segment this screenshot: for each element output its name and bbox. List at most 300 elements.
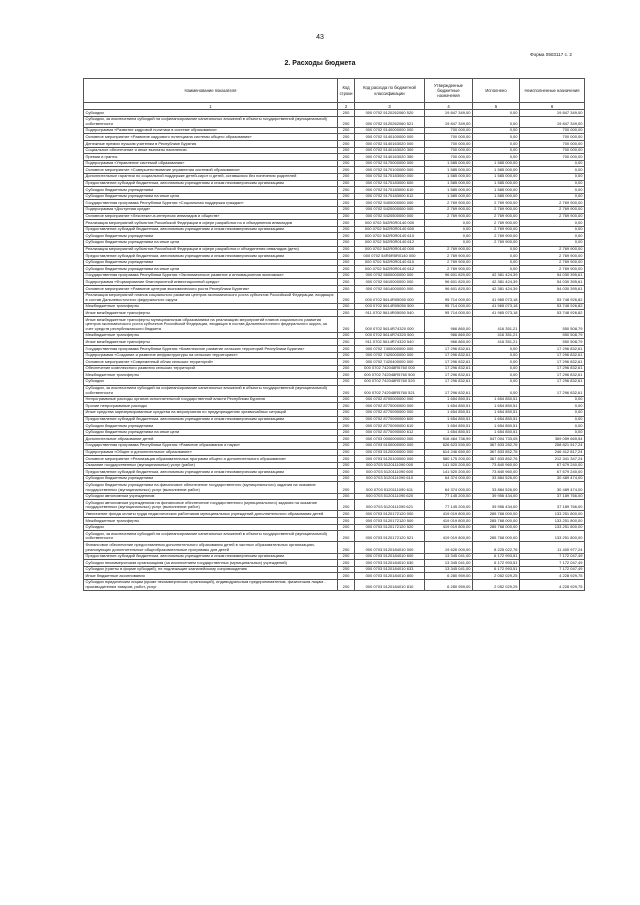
row-approved: 614 246 650,00 xyxy=(425,449,473,456)
row-line-code: 200 xyxy=(338,469,355,476)
row-executed: 2 769 900,00 xyxy=(473,220,520,227)
row-remaining: 550 508,79 xyxy=(520,339,585,346)
table-row xyxy=(84,346,585,353)
row-approved: 1 654 850,51 xyxy=(425,416,473,423)
row-remaining: 258 821 517,24 xyxy=(520,442,585,449)
row-classification-code: 000 0702 8770090000 000 xyxy=(355,409,425,416)
row-executed: 0,00 xyxy=(473,352,520,359)
row-classification-code: 000 0703 5120172120 521 xyxy=(355,531,425,542)
row-classification-code: 000 0702 5120262060 521 xyxy=(355,116,425,127)
row-approved: 6 280 959,00 xyxy=(425,579,473,590)
table-row xyxy=(84,542,585,553)
row-executed: 1 654 850,51 xyxy=(473,396,520,403)
row-classification-code: 000 0702 542R0R0140 610 xyxy=(355,233,425,240)
table-row xyxy=(84,110,585,117)
row-approved: 64 374 000,00 xyxy=(425,482,473,493)
row-approved: 96 601 820,00 xyxy=(425,286,473,293)
row-executed: 33 884 526,00 xyxy=(473,475,520,482)
row-executed: 6 172 993,51 xyxy=(473,566,520,573)
table-row xyxy=(84,339,585,346)
row-name: Основное мероприятие «Лекотека»-в-интересах инвалидов и обществ» xyxy=(84,213,338,220)
row-line-code: 200 xyxy=(338,220,355,227)
row-name: Оказание государственных (муниципальных) услуг (работ) xyxy=(84,462,338,469)
row-name: Субсидии бюджетным учреждениям xyxy=(84,187,338,194)
row-remaining: 0,00 xyxy=(520,160,585,167)
row-approved: 64 374 000,00 xyxy=(425,475,473,482)
row-remaining: 0,00 xyxy=(520,193,585,200)
row-name: Межбюджетные трансферты xyxy=(84,372,338,379)
row-line-code: 200 xyxy=(338,409,355,416)
row-classification-code: 000 0703 5120172120 000 xyxy=(355,511,425,518)
row-name: Государственная программа Республики Бурятия «Развитие образования и науки» xyxy=(84,442,338,449)
row-remaining: 700 000,00 xyxy=(520,134,585,141)
page-number: 43 xyxy=(316,34,324,41)
row-name: Субсидии бюджетным учреждениям на иные цели xyxy=(84,239,338,246)
row-name: Государственная программа Республики Бурятия «Комплексное развитие сельских территорий Республики Бурятия» xyxy=(84,346,338,353)
row-line-code: 200 xyxy=(338,160,355,167)
row-approved: 77 145 200,00 xyxy=(425,500,473,511)
table-row xyxy=(84,200,585,207)
row-classification-code: 000 0703 5120184010 800 xyxy=(355,573,425,580)
row-name: Государственная программа Республики Бурятия «Экономическое развитие и инновационная экономика» xyxy=(84,272,338,279)
table-row xyxy=(84,160,585,167)
table-row xyxy=(84,573,585,580)
table-row xyxy=(84,332,585,339)
row-line-code: 200 xyxy=(338,246,355,253)
table-row xyxy=(84,493,585,500)
row-executed: 1 654 850,51 xyxy=(473,409,520,416)
row-classification-code: 000 0703 5120184010 600 xyxy=(355,553,425,560)
table-row xyxy=(84,553,585,560)
row-classification-code: 000 0702 5614R74320 500 xyxy=(355,332,425,339)
row-approved: 13 345 041,00 xyxy=(425,560,473,567)
row-approved: 6 280 959,00 xyxy=(425,573,473,580)
row-name: Государственная программа Республики Бурятия «Социальная поддержка граждан» xyxy=(84,200,338,207)
row-executed: 41 965 073,18 xyxy=(473,310,520,317)
row-executed: 2 769 900,00 xyxy=(473,206,520,213)
row-name: Субсидии автономным учреждениям на финансовое обеспечение государственного (муниципального) задания на оказание государственных (муниципальных) услуг (выполнение работ) xyxy=(84,500,338,511)
row-approved: 95 714 000,00 xyxy=(425,292,473,303)
row-line-code: 200 xyxy=(338,226,355,233)
row-line-code: 200 xyxy=(338,193,355,200)
row-name: Увеличение фонда оплаты труда педагогических работников муниципальных учреждений дополнительного образования детей xyxy=(84,511,338,518)
table-row xyxy=(84,352,585,359)
row-line-code: 200 xyxy=(338,423,355,430)
row-executed: 0,00 xyxy=(473,259,520,266)
row-remaining: 133 251 800,00 xyxy=(520,531,585,542)
row-classification-code: 000 0702 5170183000 000 xyxy=(355,173,425,180)
row-classification-code: 000 0702 5614R05050 500 xyxy=(355,303,425,310)
row-line-code: 200 xyxy=(338,253,355,260)
row-remaining: 2 769 900,00 xyxy=(520,259,585,266)
table-row xyxy=(84,456,585,463)
row-executed: 547 004 733,05 xyxy=(473,436,520,443)
row-classification-code: 000 0702 5420500000 000 xyxy=(355,213,425,220)
row-approved: 1 585 000,00 xyxy=(425,160,473,167)
row-name: Субсидии бюджетным учреждениям xyxy=(84,233,338,240)
row-approved: 17 296 832,61 xyxy=(425,378,473,385)
row-approved: 17 296 832,61 xyxy=(425,352,473,359)
column-number: 3 xyxy=(355,103,425,110)
row-remaining: 2 769 900,00 xyxy=(520,200,585,207)
row-line-code: 200 xyxy=(338,462,355,469)
row-approved: 700 000,00 xyxy=(425,127,473,134)
table-row xyxy=(84,292,585,303)
row-approved: 141 520 200,00 xyxy=(425,469,473,476)
row-remaining: 246 412 817,24 xyxy=(520,449,585,456)
row-name: Предоставление субсидий бюджетным, автономным учреждениям и иным некоммерческим организациям xyxy=(84,553,338,560)
row-executed: 1 585 000,00 xyxy=(473,160,520,167)
row-remaining: 54 030 395,61 xyxy=(520,286,585,293)
row-line-code: 200 xyxy=(338,518,355,525)
row-line-code: 200 xyxy=(338,134,355,141)
row-name: Основное мероприятие «Развитие центров экономического роста Республики Бурятия» xyxy=(84,286,338,293)
row-remaining: 7 172 047,49 xyxy=(520,553,585,560)
row-name: Субсидии xyxy=(84,524,338,531)
row-remaining: 17 296 832,61 xyxy=(520,352,585,359)
row-approved: 1 585 000,00 xyxy=(425,193,473,200)
row-name: Иные межбюджетные трансферты муниципальным образованиям на реализацию мероприятий планов социального развития центров экономического роста субъектов Российской Федерации, входящих в состав Дальневосточного федерального округа, за счет средств республиканского бюджета xyxy=(84,317,338,333)
table-row xyxy=(84,310,585,317)
table-row xyxy=(84,187,585,194)
table-row xyxy=(84,560,585,567)
row-executed: 2 769 900,00 xyxy=(473,213,520,220)
row-line-code: 200 xyxy=(338,292,355,303)
row-approved: 1 585 000,00 xyxy=(425,187,473,194)
row-remaining: 550 508,79 xyxy=(520,317,585,333)
row-approved: 17 296 832,61 xyxy=(425,346,473,353)
row-classification-code: 000 0703 5120184010 633 xyxy=(355,566,425,573)
row-classification-code: 000 0703 5120111090 000 xyxy=(355,462,425,469)
row-approved: 626 623 530,00 xyxy=(425,442,473,449)
column-header-classification-code: Код расхода по бюджетной классификации xyxy=(355,79,425,103)
row-classification-code: 000 0702 542R0R0140 600 xyxy=(355,226,425,233)
row-classification-code: 000 0702 5170183000 600 xyxy=(355,180,425,187)
row-line-code: 200 xyxy=(338,147,355,154)
row-remaining: 2 769 900,00 xyxy=(520,213,585,220)
row-line-code: 200 xyxy=(338,310,355,317)
table-row xyxy=(84,385,585,396)
row-approved: 700 000,00 xyxy=(425,154,473,161)
row-name: Субсидии бюджетным учреждениям xyxy=(84,423,338,430)
row-executed: 6 172 993,51 xyxy=(473,553,520,560)
row-approved: 17 296 832,61 xyxy=(425,359,473,366)
row-approved: 1 654 850,51 xyxy=(425,429,473,436)
row-executed: 2 052 029,25 xyxy=(473,579,520,590)
row-classification-code: 000 0703 5120111090 620 xyxy=(355,493,425,500)
row-name: Подпрограмма «Доступная среда» xyxy=(84,206,338,213)
row-executed: 0,00 xyxy=(473,385,520,396)
row-line-code: 200 xyxy=(338,378,355,385)
row-line-code: 200 xyxy=(338,303,355,310)
row-line-code: 200 xyxy=(338,200,355,207)
row-remaining: 0,00 xyxy=(520,173,585,180)
row-line-code: 200 xyxy=(338,511,355,518)
row-approved: 17 296 832,61 xyxy=(425,372,473,379)
row-classification-code: 000 0703 5120184010 810 xyxy=(355,579,425,590)
row-approved: 916 464 736,99 xyxy=(425,436,473,443)
row-name: Подпрограмма «Формирование благоприятной инвестиционной среды» xyxy=(84,279,338,286)
row-line-code: 200 xyxy=(338,403,355,410)
row-approved: 700 000,00 xyxy=(425,147,473,154)
row-executed: 1 654 850,51 xyxy=(473,423,520,430)
row-line-code: 200 xyxy=(338,475,355,482)
row-line-code: 200 xyxy=(338,500,355,511)
table-row xyxy=(84,482,585,493)
row-classification-code: 000 0703 5120100000 000 xyxy=(355,456,425,463)
row-name: Субсидии автономным учреждениям xyxy=(84,493,338,500)
table-row xyxy=(84,167,585,174)
row-approved: 96 601 820,00 xyxy=(425,272,473,279)
row-classification-code: 000 0702 5600000000 000 xyxy=(355,272,425,279)
row-executed: 39 956 434,00 xyxy=(473,500,520,511)
table-row xyxy=(84,500,585,511)
table-row xyxy=(84,579,585,590)
row-classification-code: 000 0702 542R0R0140 000 xyxy=(355,220,425,227)
row-name: Обеспечение комплексного развития сельских территорий xyxy=(84,365,338,372)
row-remaining: 53 748 926,82 xyxy=(520,310,585,317)
row-approved: 13 345 041,00 xyxy=(425,553,473,560)
table-row xyxy=(84,317,585,333)
row-line-code: 200 xyxy=(338,416,355,423)
column-number: 1 xyxy=(84,103,338,110)
row-approved: 419 019 800,00 xyxy=(425,518,473,525)
row-classification-code: 000 0702 5170100000 000 xyxy=(355,167,425,174)
row-name: Субсидии, за исключением субсидий на софинансирование капитальных вложений в объекты государственной (муниципальной) собственности xyxy=(84,385,338,396)
row-line-code: 200 xyxy=(338,187,355,194)
row-executed: 0,00 xyxy=(473,134,520,141)
table-row xyxy=(84,403,585,410)
row-executed: 73 840 960,00 xyxy=(473,462,520,469)
row-remaining: 700 000,00 xyxy=(520,154,585,161)
row-approved: 966 860,00 xyxy=(425,332,473,339)
row-name: Субсидии, за исключением субсидий на софинансирование капитальных вложений в объекты государственной (муниципальной) собственности xyxy=(84,531,338,542)
row-name: Субсидии бюджетным учреждениям на иные цели xyxy=(84,193,338,200)
row-approved: 19 847 349,00 xyxy=(425,110,473,117)
table-row xyxy=(84,259,585,266)
row-name: Предоставление субсидий бюджетным, автономным учреждениям и иным некоммерческим организациям xyxy=(84,469,338,476)
row-line-code: 200 xyxy=(338,154,355,161)
row-line-code: 200 xyxy=(338,213,355,220)
row-name: Субсидии xyxy=(84,110,338,117)
row-executed: 41 965 073,18 xyxy=(473,303,520,310)
table-row xyxy=(84,286,585,293)
table-row xyxy=(84,116,585,127)
row-classification-code: 000 0702 5400000000 000 xyxy=(355,200,425,207)
row-remaining: 4 228 929,75 xyxy=(520,573,585,580)
row-classification-code: 000 0702 8770000000 000 xyxy=(355,403,425,410)
row-remaining: 37 189 766,00 xyxy=(520,500,585,511)
row-remaining: 67 679 240,00 xyxy=(520,469,585,476)
column-number: 5 xyxy=(473,103,520,110)
row-line-code: 200 xyxy=(338,180,355,187)
row-approved: 700 000,00 xyxy=(425,141,473,148)
row-line-code: 200 xyxy=(338,279,355,286)
row-executed: 39 956 434,00 xyxy=(473,493,520,500)
row-approved: 2 769 900,00 xyxy=(425,253,473,260)
column-number: 6 xyxy=(520,103,585,110)
row-remaining: 11 400 977,24 xyxy=(520,542,585,553)
row-executed: 416 351,21 xyxy=(473,332,520,339)
row-executed: 1 654 850,51 xyxy=(473,416,520,423)
table-row xyxy=(84,127,585,134)
table-row xyxy=(84,233,585,240)
row-approved: 419 019 800,00 xyxy=(425,531,473,542)
row-line-code: 200 xyxy=(338,560,355,567)
table-row xyxy=(84,154,585,161)
row-classification-code: 000 0702 5170183000 612 xyxy=(355,193,425,200)
row-line-code: 200 xyxy=(338,442,355,449)
row-name: Непрограммные расходы органов исполнительной государственной власти Республики Бурятия xyxy=(84,396,338,403)
row-line-code: 200 xyxy=(338,566,355,573)
row-name: Премии и гранты xyxy=(84,154,338,161)
row-line-code: 200 xyxy=(338,553,355,560)
column-header-line-code: Код строки xyxy=(338,79,355,103)
row-approved: 966 860,00 xyxy=(425,339,473,346)
row-name: Основное мероприятие «Современный облик сельских территорий» xyxy=(84,359,338,366)
row-line-code: 200 xyxy=(338,141,355,148)
row-approved: 580 175 200,00 xyxy=(425,456,473,463)
row-line-code: 200 xyxy=(338,259,355,266)
row-classification-code: 000 0702 54R5R5R0140 000 xyxy=(355,253,425,260)
row-executed: 1 654 850,51 xyxy=(473,429,520,436)
row-executed: 0,00 xyxy=(473,378,520,385)
row-executed: 42 381 424,39 xyxy=(473,272,520,279)
table-row xyxy=(84,462,585,469)
row-executed: 1 585 000,00 xyxy=(473,173,520,180)
row-line-code: 200 xyxy=(338,542,355,553)
row-classification-code: 000 0702 8770090000 610 xyxy=(355,423,425,430)
row-approved: 1 654 850,51 xyxy=(425,403,473,410)
row-approved: 0,00 xyxy=(425,220,473,227)
row-remaining: 2 769 900,00 xyxy=(520,246,585,253)
table-row xyxy=(84,531,585,542)
row-remaining: 0,00 xyxy=(520,233,585,240)
row-remaining: 17 296 832,61 xyxy=(520,346,585,353)
row-executed: 1 585 000,00 xyxy=(473,193,520,200)
row-remaining: 67 679 240,00 xyxy=(520,462,585,469)
row-approved: 141 520 200,00 xyxy=(425,462,473,469)
row-line-code: 200 xyxy=(338,173,355,180)
row-classification-code: 000 0702 5140000000 000 xyxy=(355,127,425,134)
row-classification-code: 000 0703 5120184010 000 xyxy=(355,542,425,553)
row-remaining: 53 748 926,82 xyxy=(520,303,585,310)
row-name: Иные средства зарезервированные средства на мероприятия по предупреждению чрезвычайных ситуаций xyxy=(84,409,338,416)
row-approved: 96 601 820,00 xyxy=(425,279,473,286)
row-name: Субсидии (гранты в форме субсидий), не подлежащие казначейскому сопровождению xyxy=(84,566,338,573)
row-classification-code: 000 0702 742048R5760 520 xyxy=(355,378,425,385)
row-name: Денежные премии лучшим учителям в Республике Бурятия xyxy=(84,141,338,148)
table-row xyxy=(84,511,585,518)
row-executed: 42 381 424,39 xyxy=(473,279,520,286)
table-row xyxy=(84,226,585,233)
row-executed: 1 585 000,00 xyxy=(473,180,520,187)
row-classification-code: 000 0702 5140100000 000 xyxy=(355,134,425,141)
row-name: Предоставление субсидий бюджетным, автономным учреждениям и иным некоммерческим организациям xyxy=(84,253,338,260)
row-approved: 95 714 000,00 xyxy=(425,310,473,317)
row-classification-code: 911 0702 5614R74320 540 xyxy=(355,339,425,346)
row-remaining: 19 847 349,00 xyxy=(520,116,585,127)
row-approved: 95 714 000,00 xyxy=(425,303,473,310)
row-approved: 2 769 900,00 xyxy=(425,246,473,253)
row-classification-code: 000 0703 5120111090 611 xyxy=(355,482,425,493)
table-row xyxy=(84,272,585,279)
row-remaining: 0,00 xyxy=(520,180,585,187)
row-executed: 367 833 282,76 xyxy=(473,442,520,449)
row-executed: 2 769 900,00 xyxy=(473,239,520,246)
row-line-code: 200 xyxy=(338,127,355,134)
row-name: Субсидии некоммерческим организациям (за исключением государственных (муниципальных) учреждений) xyxy=(84,560,338,567)
row-name: Подпрограмма «Общее и дополнительное образование» xyxy=(84,449,338,456)
row-remaining: 133 251 800,00 xyxy=(520,518,585,525)
row-remaining: 7 172 047,49 xyxy=(520,566,585,573)
row-name: Субсидии бюджетным учреждениям xyxy=(84,259,338,266)
row-approved: 77 145 200,00 xyxy=(425,493,473,500)
row-name: Иные межбюджетные трансферты xyxy=(84,310,338,317)
table-row xyxy=(84,372,585,379)
row-line-code: 200 xyxy=(338,352,355,359)
row-line-code: 200 xyxy=(338,317,355,333)
row-remaining: 2 769 900,00 xyxy=(520,206,585,213)
row-classification-code: 000 0702 542R0R0140 612 xyxy=(355,266,425,273)
row-classification-code: 000 0702 5614R74320 000 xyxy=(355,317,425,333)
row-line-code: 200 xyxy=(338,233,355,240)
row-executed: 0,00 xyxy=(473,346,520,353)
row-remaining: 17 296 832,61 xyxy=(520,372,585,379)
row-name: Подпрограмма «Управление системой образования» xyxy=(84,160,338,167)
table-row xyxy=(84,429,585,436)
table-row xyxy=(84,279,585,286)
row-executed: 6 172 993,51 xyxy=(473,560,520,567)
row-line-code: 200 xyxy=(338,272,355,279)
table-row xyxy=(84,220,585,227)
row-remaining: 0,00 xyxy=(520,396,585,403)
row-approved: 966 860,00 xyxy=(425,317,473,333)
row-classification-code: 000 0703 5120000000 000 xyxy=(355,449,425,456)
row-executed: 41 965 073,18 xyxy=(473,292,520,303)
row-remaining: 4 228 929,75 xyxy=(520,579,585,590)
table-row xyxy=(84,173,585,180)
form-code: Форма 0503117 с. 2 xyxy=(530,52,572,57)
row-classification-code: 000 0703 5120111090 621 xyxy=(355,500,425,511)
row-remaining: 0,00 xyxy=(520,429,585,436)
row-line-code: 200 xyxy=(338,429,355,436)
table-row xyxy=(84,266,585,273)
row-name: Субсидии бюджетным учреждениям на иные цели xyxy=(84,429,338,436)
row-remaining: 53 748 926,82 xyxy=(520,292,585,303)
row-executed: 285 768 000,00 xyxy=(473,531,520,542)
row-executed: 33 884 526,00 xyxy=(473,482,520,493)
row-approved: 0,00 xyxy=(425,226,473,233)
row-name: Субсидии, за исключением субсидий на софинансирование капитальных вложений в объекты государственной (муниципальной) собственности xyxy=(84,116,338,127)
row-line-code: 200 xyxy=(338,531,355,542)
row-executed: 42 381 424,39 xyxy=(473,286,520,293)
row-approved: 1 585 000,00 xyxy=(425,167,473,174)
row-classification-code: 000 0702 5140163020 300 xyxy=(355,147,425,154)
row-name: Прочие непрограммные расходы xyxy=(84,403,338,410)
row-classification-code: 000 0702 5140163020 000 xyxy=(355,141,425,148)
row-line-code: 200 xyxy=(338,449,355,456)
row-line-code: 200 xyxy=(338,332,355,339)
row-line-code: 200 xyxy=(338,346,355,353)
row-classification-code: 000 0702 5170000000 000 xyxy=(355,160,425,167)
row-remaining: 0,00 xyxy=(520,423,585,430)
row-line-code: 200 xyxy=(338,266,355,273)
row-remaining: 19 847 349,00 xyxy=(520,110,585,117)
row-approved: 1 654 850,51 xyxy=(425,396,473,403)
row-remaining: 0,00 xyxy=(520,409,585,416)
row-line-code: 200 xyxy=(338,524,355,531)
